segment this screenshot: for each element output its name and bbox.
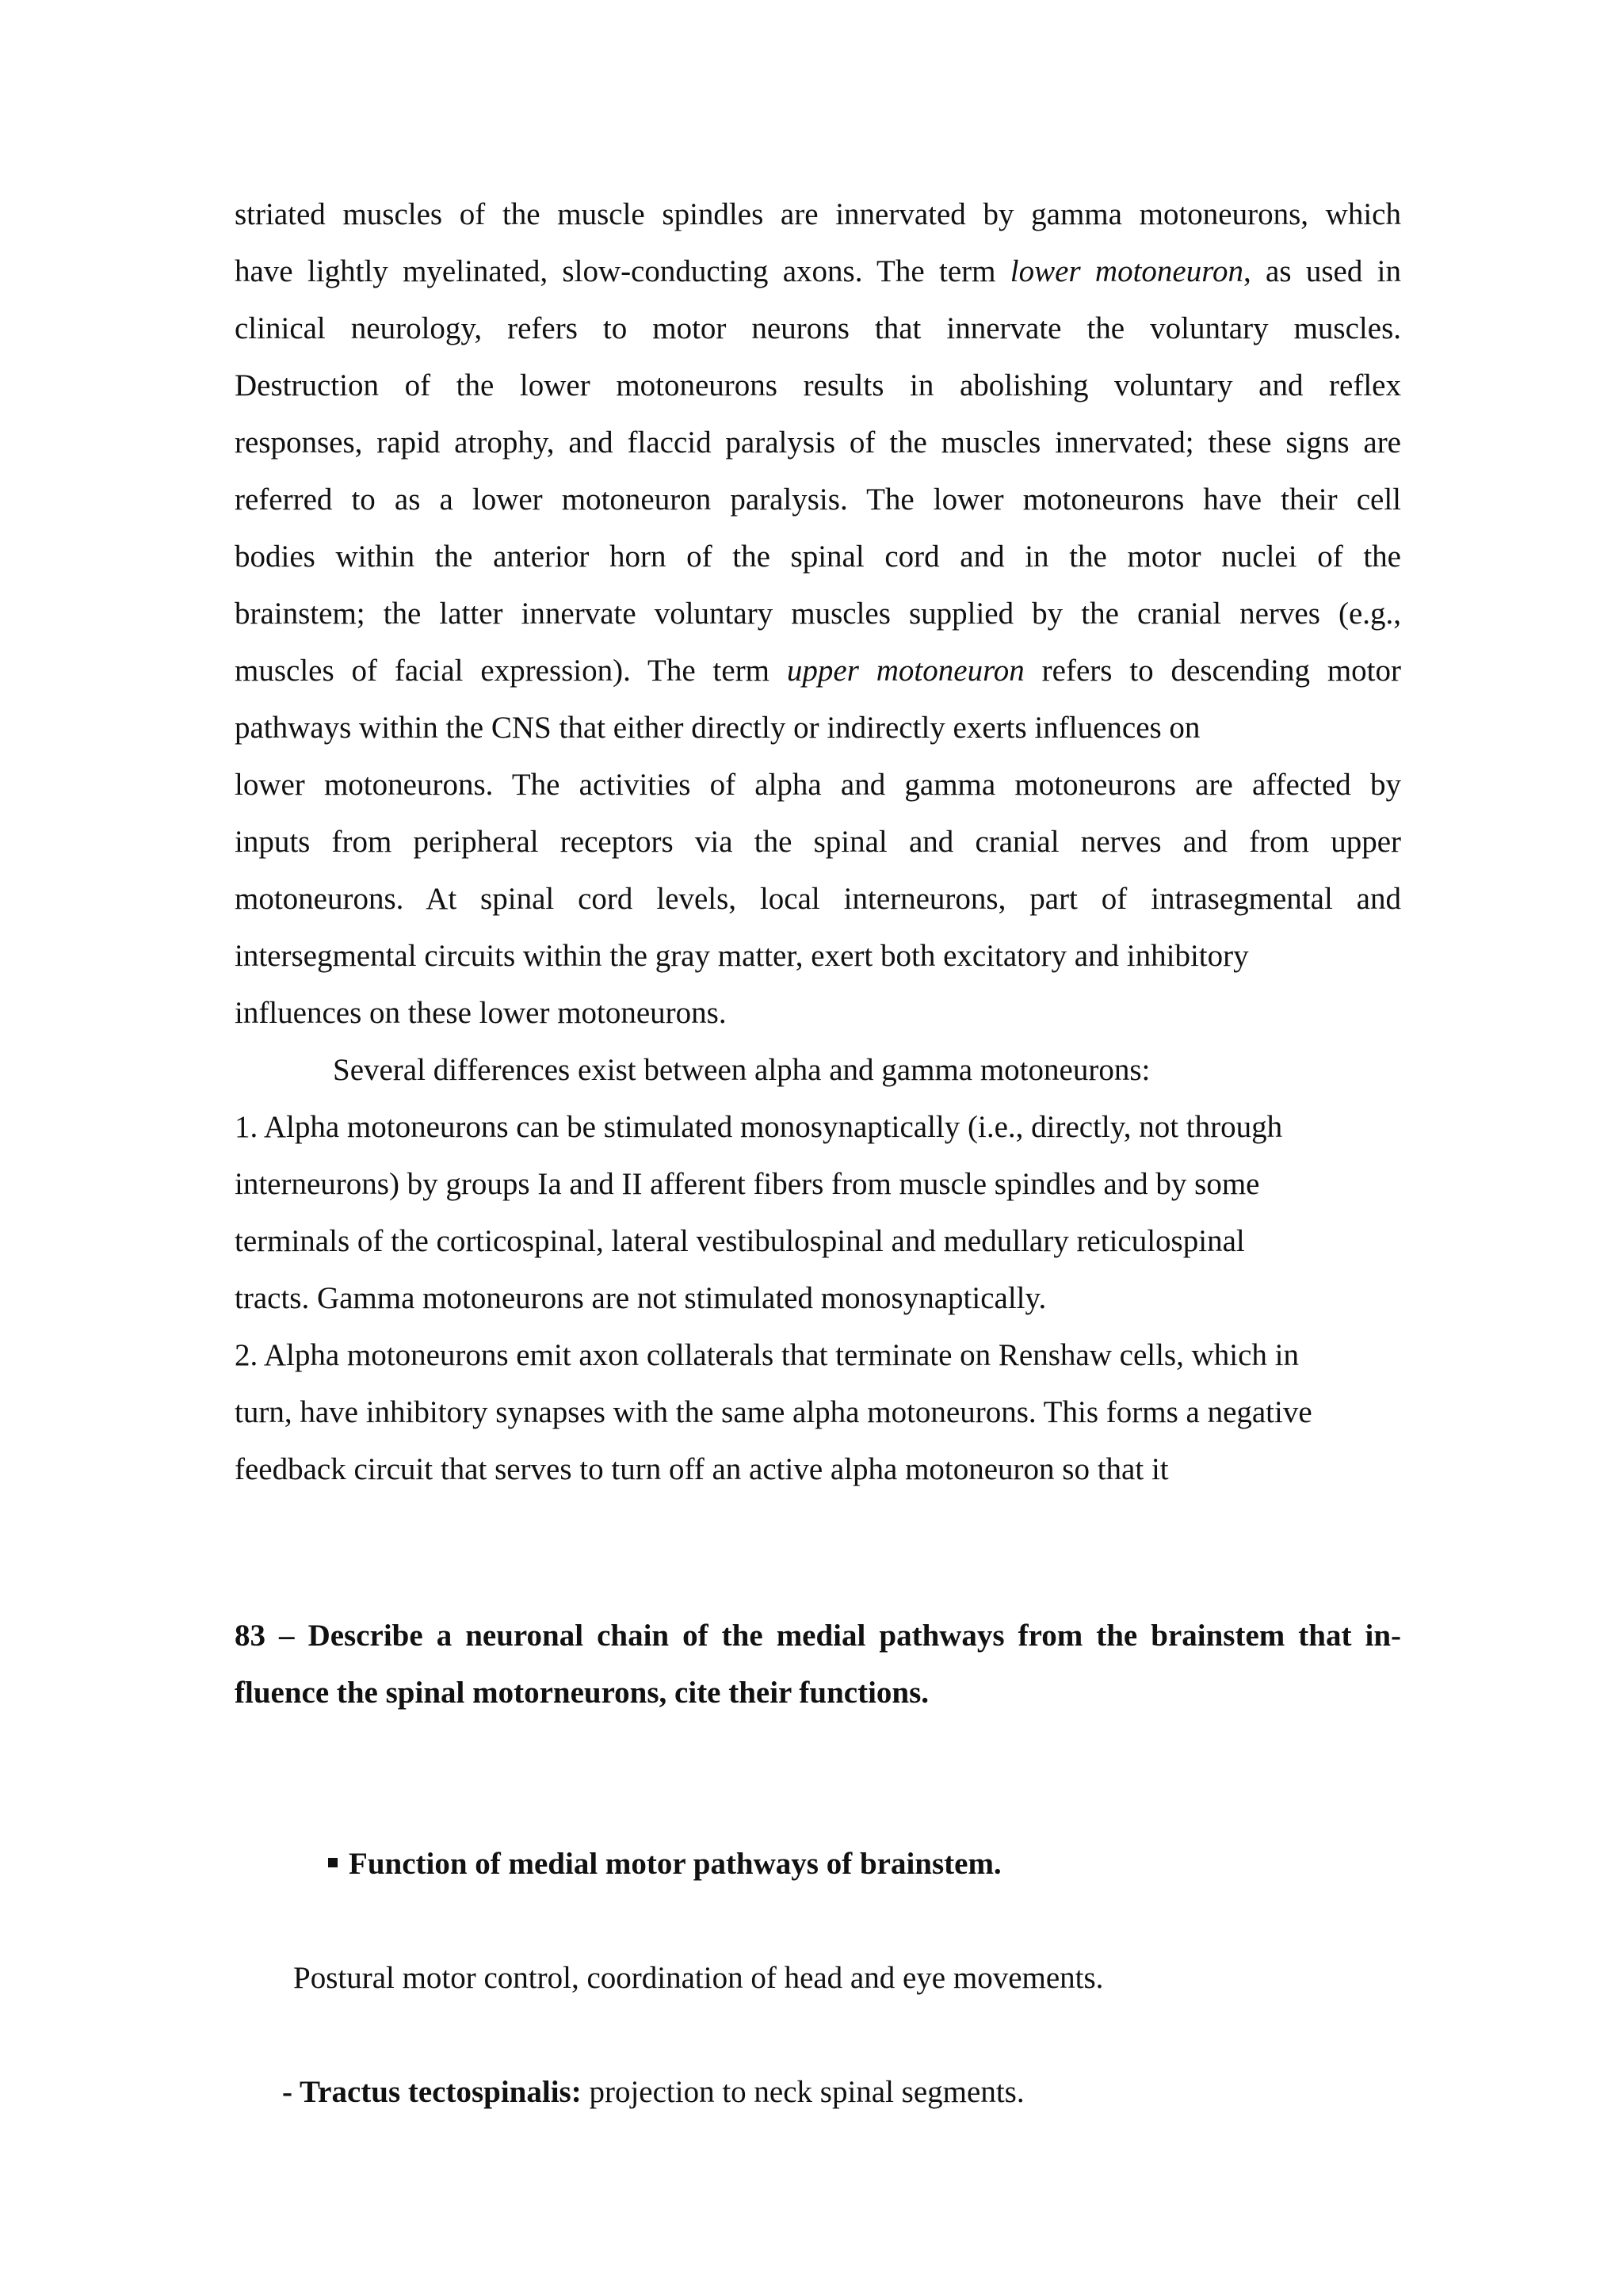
paragraph-line: bodies within the anterior horn of the spinal cord and in the motor nuclei of the: [235, 540, 1401, 574]
paragraph-line: brainstem; the latter innervate voluntary muscles supplied by the cranial nerves (e.g.,: [235, 597, 1401, 631]
text-run: , as used in: [1243, 254, 1401, 288]
tract-label: - Tractus tectospinalis:: [282, 2075, 582, 2109]
text-run: have lightly myelinated, slow-conducting axons. The term: [235, 254, 1010, 288]
paragraph-line: influences on these lower motoneurons.: [235, 996, 727, 1030]
text-run: refers to descending motor: [1024, 654, 1402, 688]
list-item-line: tracts. Gamma motoneurons are not stimulated monosynaptically.: [235, 1281, 1047, 1315]
question-heading-line: 83 – Describe a neuronal chain of the medial pathways from the brainstem that in-: [235, 1619, 1401, 1653]
paragraph-line: Several differences exist between alpha and gamma motoneurons:: [333, 1053, 1151, 1087]
list-item-line: interneurons) by groups Ia and II afferent fibers from muscle spindles and by some: [235, 1167, 1260, 1201]
paragraph-line: pathways within the CNS that either directly or indirectly exerts influences on: [235, 711, 1201, 745]
section-text: Postural motor control, coordination of head and eye movements.: [293, 1961, 1104, 1995]
list-item-line: feedback circuit that serves to turn off an active alpha motoneuron so that it: [235, 1452, 1169, 1486]
italic-term: upper motoneuron: [786, 654, 1025, 688]
italic-term: lower motoneuron: [1010, 254, 1243, 288]
paragraph-line: responses, rapid atrophy, and flaccid paralysis of the muscles innervated; these signs are: [235, 425, 1401, 460]
paragraph-line: [235, 652, 1401, 690]
list-item-line: turn, have inhibitory synapses with the same alpha motoneurons. This forms a negative: [235, 1395, 1312, 1429]
list-item-line: 2. Alpha motoneurons emit axon collaterals that terminate on Renshaw cells, which in: [235, 1338, 1300, 1372]
paragraph-line: motoneurons. At spinal cord levels, local interneurons, part of intrasegmental and: [235, 882, 1401, 916]
text-run: muscles of facial expression). The term: [235, 654, 787, 688]
paragraph-line: referred to as a lower motoneuron paralysis. The lower motoneurons have their cell: [235, 482, 1401, 517]
paragraph-line: Destruction of the lower motoneurons results in abolishing voluntary and reflex: [235, 368, 1401, 402]
paragraph-line: inputs from peripheral receptors via the spinal and cranial nerves and from upper: [235, 825, 1401, 859]
section-heading-text: Function of medial motor pathways of brainstem.: [349, 1847, 1002, 1881]
paragraph-line: intersegmental circuits within the gray matter, exert both excitatory and inhibitory: [235, 939, 1249, 973]
paragraph-line: clinical neurology, refers to motor neurons that innervate the voluntary muscles.: [235, 311, 1401, 345]
paragraph-line: lower motoneurons. The activities of alpha and gamma motoneurons are affected by: [235, 768, 1401, 802]
tract-description: projection to neck spinal segments.: [581, 2075, 1025, 2109]
question-heading-line: fluence the spinal motorneurons, cite their functions.: [235, 1676, 930, 1710]
paragraph-line: [235, 253, 1401, 291]
section-heading: [328, 1845, 1002, 1883]
tract-line: [282, 2073, 1025, 2111]
list-item-line: terminals of the corticospinal, lateral vestibulospinal and medullary reticulospinal: [235, 1224, 1245, 1258]
list-item-line: 1. Alpha motoneurons can be stimulated monosynaptically (i.e., directly, not through: [235, 1110, 1283, 1144]
paragraph-line: striated muscles of the muscle spindles are innervated by gamma motoneurons, which: [235, 197, 1401, 231]
square-bullet-icon: [328, 1858, 338, 1867]
